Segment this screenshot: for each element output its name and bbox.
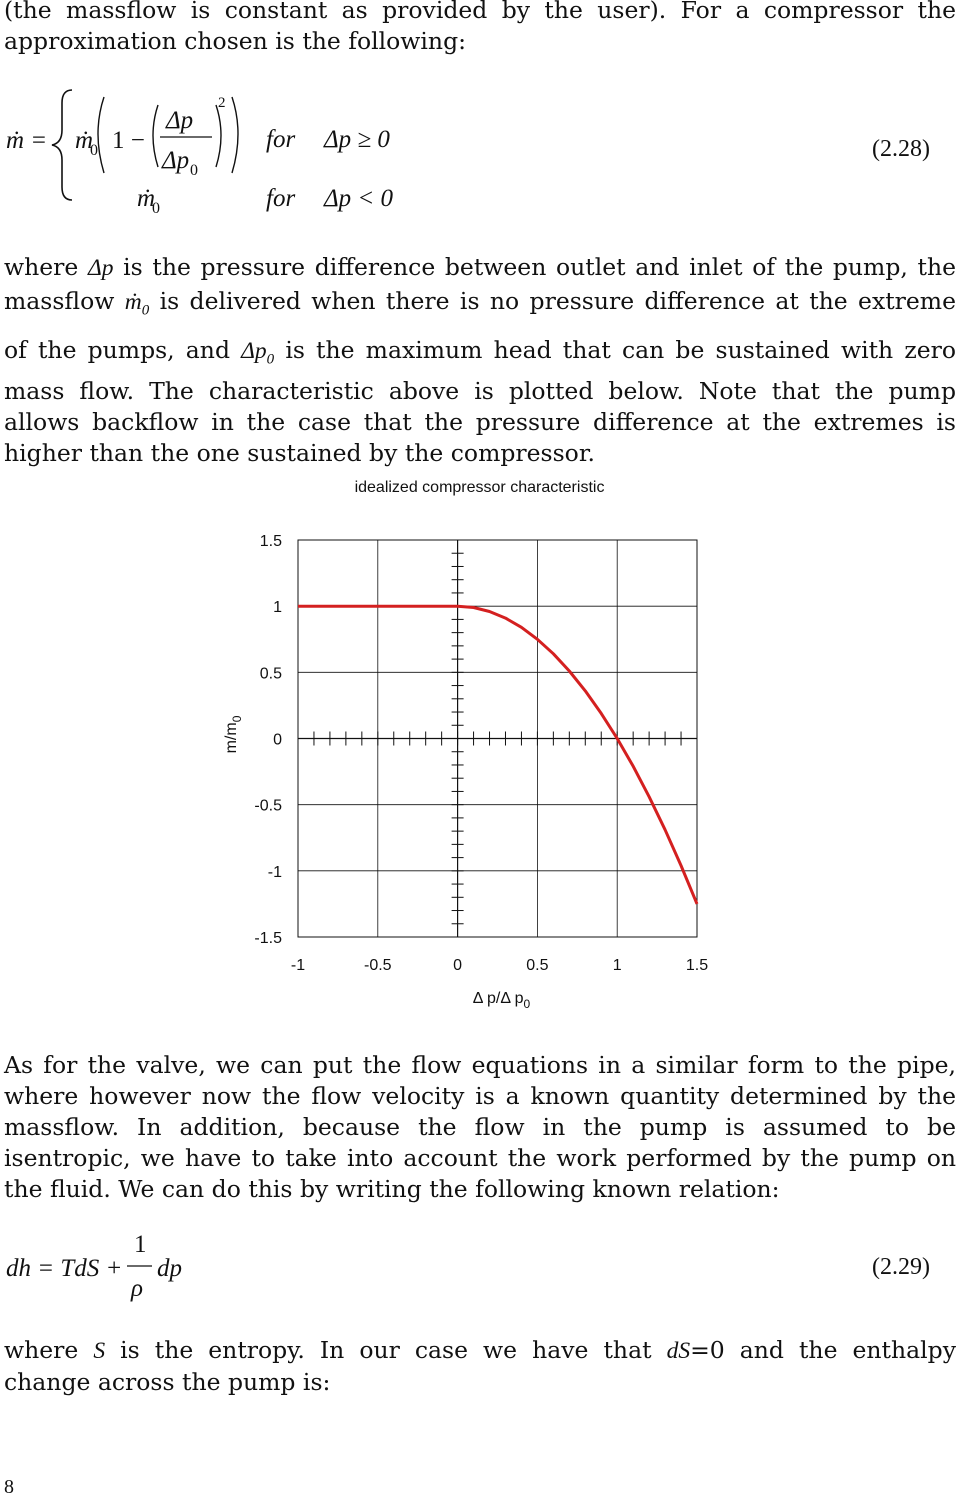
text-line: isentropic, we have to take into account the work performed by the pump on [4,1144,956,1172]
text-line: where S is the entropy. In our case we have that dS=0 and the enthalpy [4,1336,956,1364]
text-line: mass flow. The characteristic above is plotted below. Note that the pump [4,377,956,406]
svg-text:0: 0 [152,200,160,215]
svg-text:0: 0 [90,142,98,159]
svg-text:Δp ≥ 0: Δp ≥ 0 [324,126,390,153]
svg-text:ṁ: ṁ [75,127,94,154]
series-line [298,606,697,904]
svg-text:Δp: Δp [166,107,194,134]
svg-text:for: for [266,126,296,153]
y-tick-label: 0.5 [259,665,282,683]
paragraph-flow-equations [4,1050,956,1205]
svg-text:dp: dp [157,1255,182,1282]
text-line: where however now the flow velocity is a known quantity determined by the [4,1082,956,1110]
text-line: massflow ṁ$_0$ is delivered when there is no pressure difference at the extreme [4,287,956,319]
y-tick-label: 1 [273,599,282,617]
text-line: the fluid. We can do this by writing the following known relation: [4,1175,780,1203]
equation-number: (2.29) [872,1254,930,1280]
svg-text:2: 2 [218,95,226,111]
text-line: where Δp is the pressure difference between outlet and inlet of the pump, the [4,253,956,281]
x-tick-label: 1 [612,957,622,974]
text-line: higher than the one sustained by the compressor. [4,439,595,468]
text-line: (the massflow is constant as provided by the user). For a compressor the [4,0,956,24]
paragraph-explanation [4,251,956,469]
y-tick-label: 0 [273,731,282,749]
compressor-characteristic-chart [0,460,960,1020]
y-tick-label: -0.5 [254,797,282,815]
svg-text:0: 0 [190,162,198,179]
equation-number: (2.28) [872,136,930,162]
svg-text:Δp: Δp [162,147,190,174]
x-tick-label: -1 [290,957,306,974]
x-axis-label: Δ p/Δ $p_0$ [472,990,531,1011]
text-line: As for the valve, we can put the flow equations in a similar form to the pipe, [4,1051,956,1079]
paragraph-intro [4,0,956,57]
x-tick-label: 0 [453,957,463,974]
svg-text:for: for [266,185,296,212]
eq-lhs: ṁ = [6,127,48,154]
y-tick-label: 1.5 [259,533,282,550]
text-line: allows backflow in the case that the pressure difference at the extremes is [4,408,956,437]
page-number: 8 [4,1476,14,1498]
svg-text:1: 1 [134,1232,147,1258]
text-line: of the pumps, and $\Delta p_0$ is the maximum head that can be sustained with zero [4,335,956,368]
svg-text:Δp < 0: Δp < 0 [324,185,394,212]
svg-text:ρ: ρ [131,1275,143,1302]
equation-2-28 [0,85,960,215]
text-line: change across the pump is: [4,1368,331,1396]
y-tick-label: -1.5 [254,930,282,947]
chart-title: idealized compressor characteristic [354,479,605,496]
text-line: massflow. In addition, because the flow in the pump is assumed to be [4,1113,956,1141]
svg-text:1 −: 1 − [112,127,145,154]
x-tick-label: 0.5 [526,957,549,974]
svg-text:dh = TdS +: dh = TdS + [6,1255,123,1282]
equation-2-29 [0,1232,960,1312]
text-line: approximation chosen is the following: [4,27,467,55]
y-axis-label: $m/m_0$ [223,715,244,754]
y-tick-label: -1 [267,863,282,881]
x-tick-label: -0.5 [364,957,392,974]
x-tick-label: 1.5 [685,957,709,974]
paragraph-entropy [4,1335,956,1398]
svg-text:ṁ: ṁ [137,185,156,212]
